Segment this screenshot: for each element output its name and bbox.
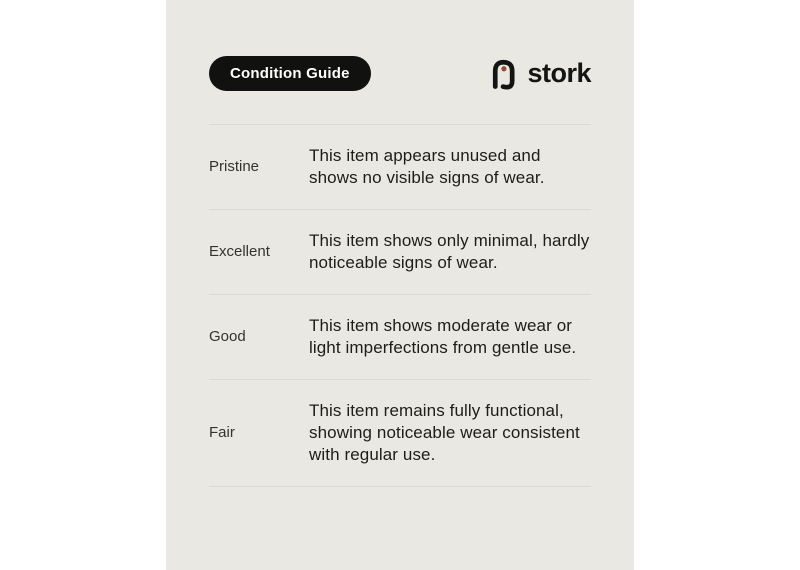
condition-label: Pristine	[209, 158, 260, 175]
condition-description: This item remains fully functional, showing noticeable wear consistent with regular use.	[309, 401, 580, 464]
condition-description: This item shows moderate wear or light imperfections from gentle use.	[309, 316, 577, 357]
condition-label: Excellent	[209, 243, 270, 260]
condition-description: This item appears unused and shows no visible signs of wear.	[309, 146, 545, 187]
condition-row	[209, 124, 591, 209]
condition-row	[209, 209, 591, 294]
condition-table	[209, 124, 591, 487]
condition-guide-badge: Condition Guide	[209, 56, 371, 91]
condition-row	[209, 379, 591, 487]
condition-label: Good	[209, 328, 246, 345]
condition-row	[209, 294, 591, 379]
brand-name: stork	[527, 58, 591, 88]
card-header	[209, 0, 591, 91]
stork-logo-icon	[487, 56, 520, 92]
brand-logo	[487, 56, 591, 92]
condition-label: Fair	[209, 424, 235, 441]
condition-description: This item shows only minimal, hardly noticeable signs of wear.	[309, 231, 590, 272]
condition-guide-card	[166, 0, 634, 570]
